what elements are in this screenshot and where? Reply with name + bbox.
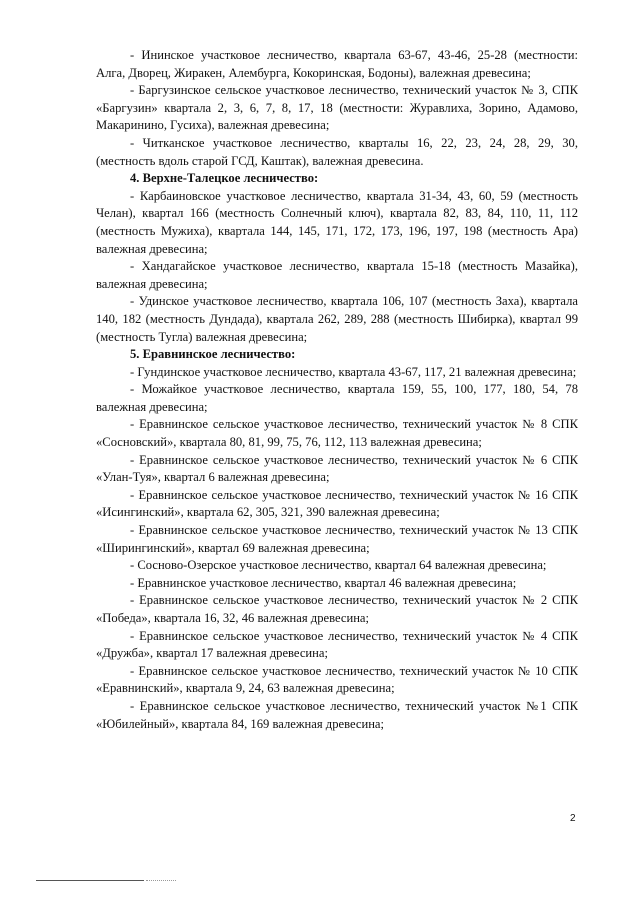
paragraph-eravninskoe-46: - Еравнинское участковое лесничество, квартал 46 валежная древесина; — [130, 575, 517, 590]
paragraph-spk-eravninsky: - Еравнинское сельское участковое лесничество, технический участок № 10 СПК «Еравнинский», квартала 9, 24, 63 валежная древесина; — [96, 663, 578, 696]
paragraph-barguzinskoe: - Баргузинское сельское участковое лесничество, технический участок № 3, СПК «Баргузин» квартала 2, 3, 6, 7, 8, 17, 18 (местности: Журавлиха, Зорино, Адамово, Макаринино, Гусиха), валежная древесина; — [96, 83, 578, 133]
page-number: 2 — [570, 813, 576, 824]
paragraph-spk-ulan-tuya: - Еравнинское сельское участковое лесничество, технический участок № 6 СПК «Улан-Туя», квартал 6 валежная древесина; — [96, 452, 578, 485]
paragraph-spk-druzhba: - Еравнинское сельское участковое лесничество, технический участок № 4 СПК «Дружба», квартал 17 валежная древесина; — [96, 628, 578, 661]
footer-rule — [36, 880, 144, 881]
paragraph-spk-sosnovsky: - Еравнинское сельское участковое лесничество, технический участок № 8 СПК «Сосновский», квартала 80, 81, 99, 75, 76, 112, 113 валежная древесина; — [96, 417, 578, 450]
section-heading-eravninskoe: 5. Еравнинское лесничество: — [130, 347, 296, 362]
section-heading-verkhne-taletskoe: 4. Верхне-Талецкое лесничество: — [130, 171, 319, 186]
paragraph-khandagayskoe: - Хандагайское участковое лесничество, квартала 15-18 (местность Мазайка), валежная древесина; — [96, 259, 578, 291]
paragraph-spk-shiringinsky: - Еравнинское сельское участковое лесничество, технический участок № 13 СПК «Ширингинский», квартал 69 валежная древесина; — [96, 523, 578, 555]
document-body — [96, 47, 578, 733]
paragraph-spk-pobeda: - Еравнинское сельское участковое лесничество, технический участок № 2 СПК «Победа», квартала 16, 32, 46 валежная древесина; — [96, 593, 578, 625]
paragraph-gundinskoe: - Гундинское участковое лесничество, квартала 43-67, 117, 21 валежная древесина; — [130, 364, 577, 379]
paragraph-sosnovo-ozerskoe: - Сосново-Озерское участковое лесничество, квартал 64 валежная древесина; — [130, 558, 547, 573]
paragraph-mozhaykoe: - Можайкое участковое лесничество, квартала 159, 55, 100, 177, 180, 54, 78 валежная древесина; — [96, 382, 578, 414]
paragraph-ininskoe: - Ининское участковое лесничество, квартала 63-67, 43-46, 25-28 (местности: Алга, Дворец, Жиракен, Алембурга, Кокоринская, Бодоны), валежная древесина; — [96, 48, 578, 80]
paragraph-spk-yubileyny: - Еравнинское сельское участковое лесничество, технический участок №1 СПК «Юбилейный», квартала 84, 169 валежная древесина; — [96, 698, 578, 731]
paragraph-karbainovskoe: - Карбаиновское участковое лесничество, квартала 31-34, 43, 60, 59 (местность Челан), квартал 166 (местность Солнечный ключ), квартала 82, 83, 84, 110, 11, 112 (местность Мужиха), квартала 144, 145, 171, 172, 173, 196, 197, 198 (местность Ара) валежная древесина; — [96, 188, 578, 256]
footer-rule-dotted — [146, 880, 176, 881]
paragraph-udinskoe: - Удинское участковое лесничество, квартала 106, 107 (местность Заха), квартала 140, 182 (местность Дундада), квартала 262, 289, 288 (местность Шибирка), квартал 99 (местность Тугла) валежная древесина; — [96, 294, 578, 344]
paragraph-chitkanskoe: - Читканское участковое лесничество, кварталы 16, 22, 23, 24, 28, 29, 30, (местность вдоль старой ГСД, Каштак), валежная древесина. — [96, 135, 578, 168]
paragraph-spk-isinginsky: - Еравнинское сельское участковое лесничество, технический участок № 16 СПК «Исингинский», квартала 62, 305, 321, 390 валежная древесина; — [96, 487, 578, 520]
